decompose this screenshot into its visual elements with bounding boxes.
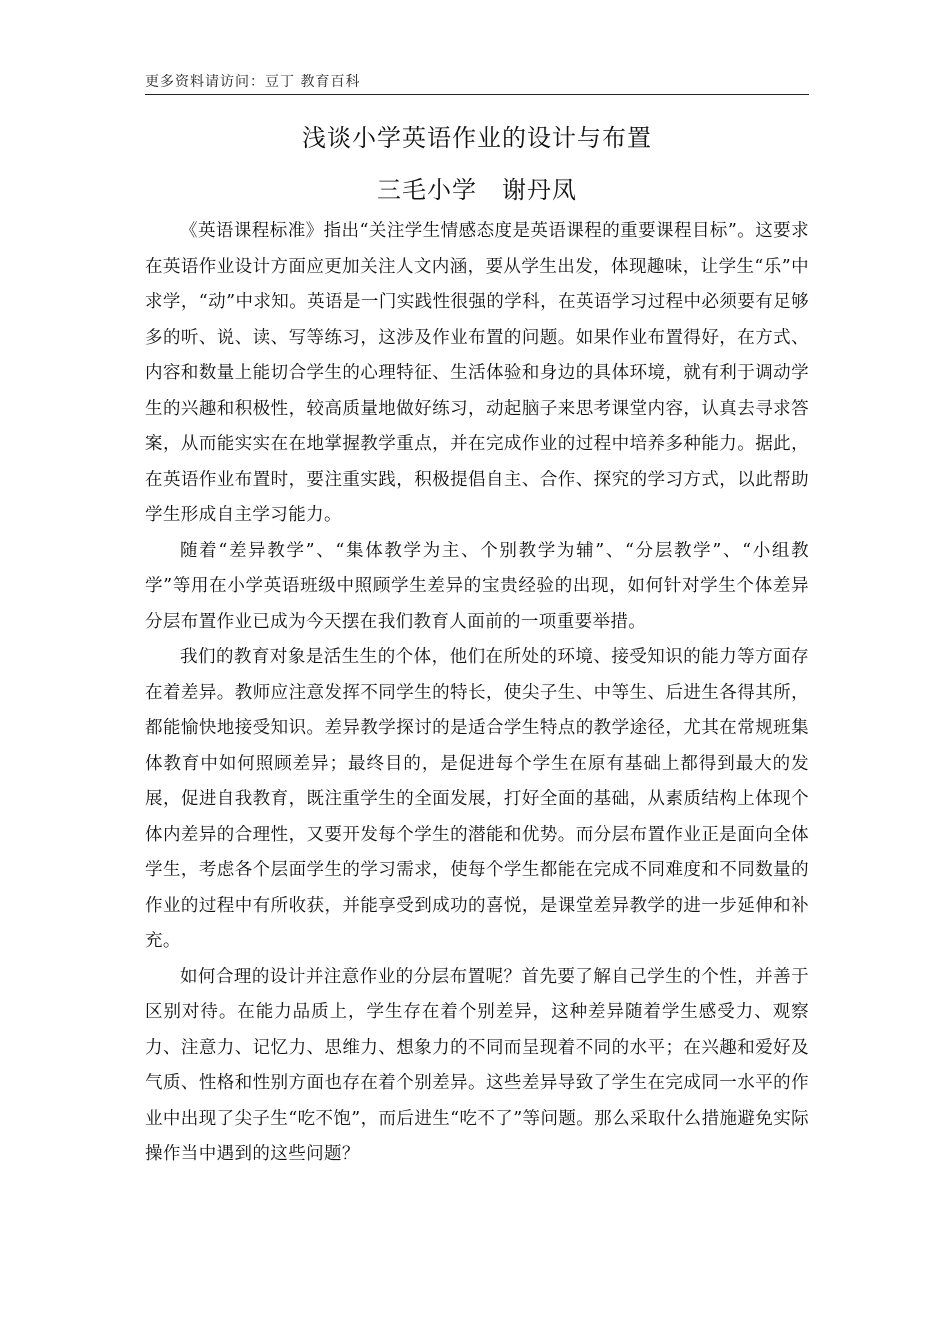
document-body xyxy=(145,214,809,1173)
page-header xyxy=(145,68,809,95)
paragraph: 随着“差异教学”、“集体教学为主、个别教学为辅”、“分层教学”、“小组教学”等用在小学英语班级中照顾学生差异的宝贵经验的出现，如何针对学生个体差异分层布置作业已成为今天摆在我们教育人面前的一项重要举措。 xyxy=(145,540,809,632)
paragraph: 如何合理的设计并注意作业的分层布置呢？首先要了解自己学生的个性，并善于区别对待。在能力品质上，学生存在着个别差异，这种差异随着学生感受力、观察力、注意力、记忆力、思维力、想象力的不同而呈现着不同的水平；在兴趣和爱好及气质、性格和性别方面也存在着个别差异。这些差异导致了学生在完成同一水平的作业中出现了尖子生“吃不饱”，而后进生“吃不了”等问题。那么采取什么措施避免实际操作当中遇到的这些问题？ xyxy=(145,966,809,1164)
paragraph: 我们的教育对象是活生生的个体，他们在所处的环境、接受知识的能力等方面存在着差异。教师应注意发挥不同学生的特长，使尖子生、中等生、后进生各得其所，都能愉快地接受知识。差异教学探讨的是适合学生特点的教学途径，尤其在常规班集体教育中如何照顾差异；最终目的，是促进每个学生在原有基础上都得到最大的发展，促进自我教育，既注重学生的全面发展，打好全面的基础，从素质结构上体现个体内差异的合理性，又要开发每个学生的潜能和优势。而分层布置作业正是面向全体学生，考虑各个层面学生的学习需求，使每个学生都能在完成不同难度和不同数量的作业的过程中有所收获，并能享受到成功的喜悦，是课堂差异教学的进一步延伸和补充。 xyxy=(145,647,809,951)
paragraph: 《英语课程标准》指出“关注学生情感态度是英语课程的重要课程目标”。这要求在英语作业设计方面应更加关注人文内涵，要从学生出发，体现趣味，让学生“乐”中求学，“动”中求知。英语是一门实践性很强的学科，在英语学习过程中必须要有足够多的听、说、读、写等练习，这涉及作业布置的问题。如果作业布置得好，在方式、内容和数量上能切合学生的心理特征、生活体验和身边的具体环境，就有利于调动学生的兴趣和积极性，较高质量地做好练习，动起脑子来思考课堂内容，认真去寻求答案，从而能实实在在地掌握教学重点，并在完成作业的过程中培养多种能力。据此，在英语作业布置时，要注重实践，积极提倡自主、合作、探究的学习方式，以此帮助学生形成自主学习能力。 xyxy=(145,221,809,525)
document-title: 浅谈小学英语作业的设计与布置 xyxy=(302,124,652,152)
author-line: 三毛小学 谢丹凤 xyxy=(377,176,577,204)
header-text: 更多资料请访问：豆丁 教育百科 xyxy=(145,74,361,90)
